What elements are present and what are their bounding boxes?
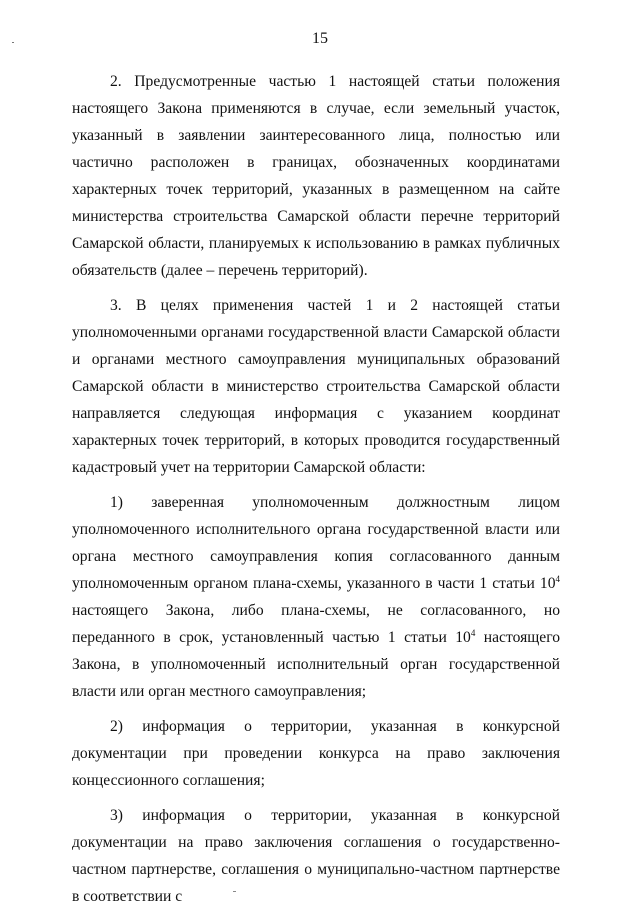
document-body [72,68,560,918]
paragraph-3: 3. В целях применения частей 1 и 2 настоящей статьи уполномоченными органами государственной власти Самарской области и органами местного самоуправления муниципальных образований Самарской области в министерство строительства Самарской области направляется следующая информация с указанием координат характерных точек территорий, в которых проводится государственный кадастровый учет на территории Самарской области: [72,297,560,476]
paragraph-2: 2. Предусмотренные частью 1 настоящей статьи положения настоящего Закона применяются в случае, если земельный участок, указанный в заявлении заинтересованного лица, полностью или частично расположен в границах, обозначенных координатами характерных точек территорий, указанных в размещенном на сайте министерства строительства Самарской области перечне территорий Самарской области, планируемых к использованию в рамках публичных обязательств (далее – перечень территорий). [72,73,560,279]
list-item-1-text-a: 1) заверенная уполномоченным должностным лицом уполномоченного исполнительного органа государственной власти или органа местного самоуправления копия согласованного данным уполномоченным органом плана-схемы, указанного в части 1 статьи 10 [72,494,560,592]
superscript-4: 4 [555,573,560,584]
list-item-1 [72,489,560,705]
list-item-2: 2) информация о территории, указанная в конкурсной документации при проведении конкурса на право заключения концессионного соглашения; [72,718,560,789]
page-number: 15 [312,30,328,47]
superscript-4: 4 [470,627,476,638]
list-item-1-text-c: настоящего Закона, в уполномоченный исполнительный орган государственной власти или орган местного самоуправления; [72,629,560,700]
list-item-1-text-b: настоящего Закона, либо плана-схемы, не согласованного, но переданного в срок, установленный частью 1 статьи 10 [72,602,560,646]
bottom-mark [233,891,236,892]
list-item-3: 3) информация о территории, указанная в конкурсной документации на право заключения соглашения о государственно-частном партнерстве, соглашения о муниципально-частном партнерстве в соответствии с [72,807,560,905]
